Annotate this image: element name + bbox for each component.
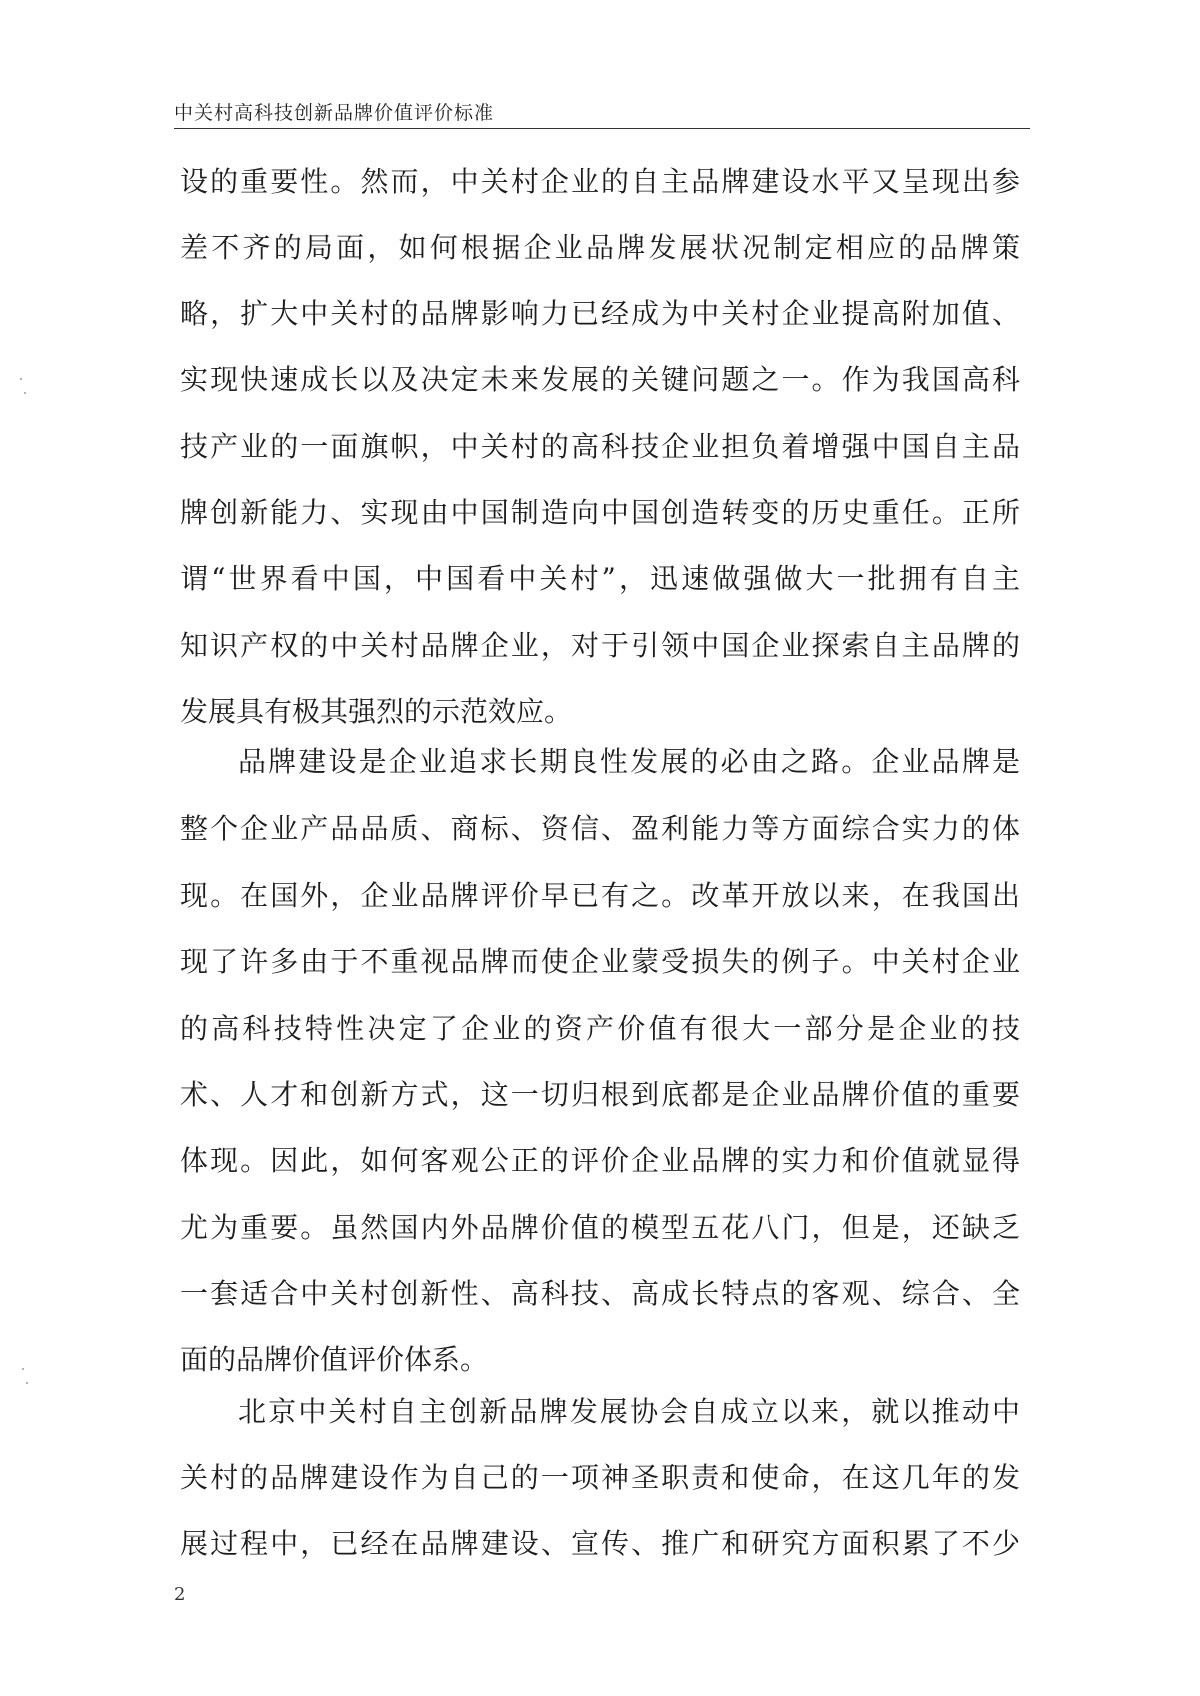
text-line: 差不齐的局面，如何根据企业品牌发展状况制定相应的品牌策 [180,231,1020,264]
text-line: 的高科技特性决定了企业的资产价值有很大一部分是企业的技 [180,1012,1020,1045]
text-line: 牌创新能力、实现由中国制造向中国创造转变的历史重任。正所 [180,496,1020,529]
text-line: 整个企业产品品质、商标、资信、盈利能力等方面综合实力的体 [180,812,1020,845]
header-rule [174,128,1030,129]
text-line: 发展具有极其强烈的示范效应。 [180,695,573,728]
text-line: 面的品牌价值评价体系。 [180,1343,489,1376]
text-line: 知识产权的中关村品牌企业，对于引领中国企业探索自主品牌的 [180,629,1020,662]
text-line: 关村的品牌建设作为自己的一项神圣职责和使命，在这几年的发 [180,1461,1020,1494]
text-line: 北京中关村自主创新品牌发展协会自成立以来，就以推动中 [238,1395,1020,1428]
scan-speck [26,1382,28,1384]
text-line: 设的重要性。然而，中关村企业的自主品牌建设水平又呈现出参 [180,165,1020,198]
text-line: 技产业的一面旗帜，中关村的高科技企业担负着增强中国自主品 [180,430,1020,463]
text-line: 体现。因此，如何客观公正的评价企业品牌的实力和价值就显得 [180,1144,1020,1177]
text-line: 品牌建设是企业追求长期良性发展的必由之路。企业品牌是 [238,745,1020,778]
scan-speck [22,1368,24,1370]
text-line: 术、人才和创新方式，这一切归根到底都是企业品牌价值的重要 [180,1078,1020,1111]
text-line: 一套适合中关村创新性、高科技、高成长特点的客观、综合、全 [180,1277,1020,1310]
text-line: 现了许多由于不重视品牌而使企业蒙受损失的例子。中关村企业 [180,945,1020,978]
text-line: 尤为重要。虽然国内外品牌价值的模型五花八门，但是，还缺乏 [180,1211,1020,1244]
page-number: 2 [174,1584,186,1605]
scan-speck [20,378,22,380]
text-line: 展过程中，已经在品牌建设、宣传、推广和研究方面积累了不少 [180,1527,1020,1560]
scan-speck [24,392,26,394]
text-line: 略，扩大中关村的品牌影响力已经成为中关村企业提高附加值、 [180,297,1020,330]
running-header: 中关村高科技创新品牌价值评价标准 [174,102,495,124]
text-line: 谓“世界看中国，中国看中关村”，迅速做强做大一批拥有自主 [180,562,1020,595]
text-line: 现。在国外，企业品牌评价早已有之。改革开放以来，在我国出 [180,879,1020,912]
text-line: 实现快速成长以及决定未来发展的关键问题之一。作为我国高科 [180,363,1020,396]
